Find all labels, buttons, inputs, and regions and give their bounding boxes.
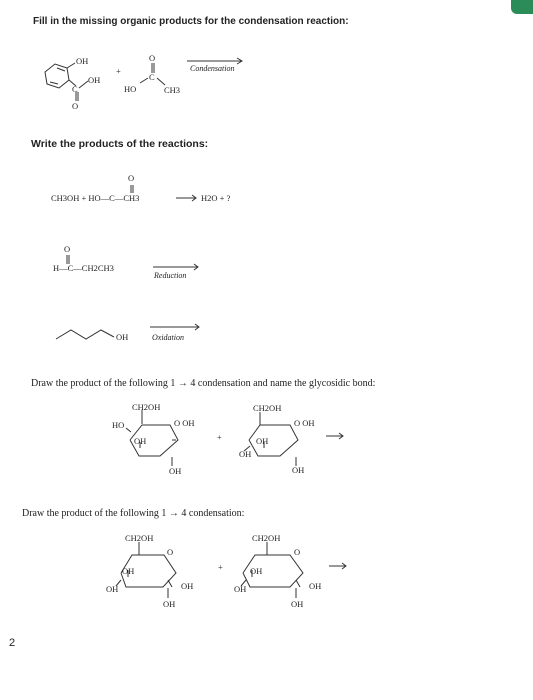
q4-s2-o: O [294,547,301,557]
q4-instruction: Draw the product of the following 1 → 4 condensation: [22,508,245,519]
q1-reagent-c: C [149,72,155,82]
page-number: 2 [9,637,16,649]
q1-reagent-o: O [149,53,156,63]
q3-s2-oh-left: OH [239,449,252,459]
q2-r2-text: H—C—CH2CH3 [53,263,114,273]
benzene-ring [45,64,69,88]
q3-s2-ch2oh: CH2OH [253,403,282,413]
q4-s1-oh-left: OH [106,584,119,594]
q3-instruction: Draw the product of the following 1 → 4 condensation and name the glycosidic bond: [31,378,376,389]
q3-s2-o-oh: O OH [294,418,315,428]
q1-instruction: Fill in the missing organic products for the condensation reaction: [33,16,349,27]
q4-s2-oh-right: OH [309,581,322,591]
q3-s1-ch2oh: CH2OH [132,402,161,412]
q4-plus: + [218,562,223,572]
q4-s1-ch2oh: CH2OH [125,533,154,543]
q3-s1-oh-bottom: OH [169,466,182,476]
q1-arrow-label: Condensation [190,64,235,73]
q1-cooh-c: C [72,84,78,94]
q4-s1-oh-right: OH [181,581,194,591]
q1-plus: + [116,66,121,76]
q2-r2-label: Reduction [154,271,187,280]
q2-instruction: Write the products of the reactions: [31,138,209,150]
q1-cooh-o: O [72,101,79,111]
q3-s1-ho: HO [112,420,125,430]
q3-s1-o-oh: O OH [174,418,195,428]
q3-s2-oh-in: OH [256,436,269,446]
q4-s1-o: O [167,547,174,557]
q1-reagent-ch3: CH3 [164,85,181,95]
q3-plus: + [217,432,222,442]
q2-r1-right: H2O + ? [201,193,231,203]
q2-r1-left: CH3OH + HO—C—CH3 [51,193,140,203]
q4-s1-oh-in: OH [122,566,135,576]
q2-r3-oh: OH [116,332,129,342]
q4-s2-ch2oh: CH2OH [252,533,281,543]
q1-reagent-ho: HO [124,84,137,94]
q4-s2-oh-bottom: OH [291,599,304,609]
q2-r1-o: O [128,173,135,183]
q2-r2-o: O [64,244,71,254]
q3-s1-oh-in: OH [134,436,147,446]
q3-s2-oh-bottom: OH [292,465,305,475]
q4-s2-oh-left: OH [234,584,247,594]
q4-s2-oh-in: OH [250,566,263,576]
q1-ring-oh: OH [76,56,89,66]
q1-cooh-oh: OH [88,75,101,85]
q4-s1-oh-bottom: OH [163,599,176,609]
zigzag-chain [56,330,114,339]
q2-r3-label: Oxidation [152,333,184,342]
